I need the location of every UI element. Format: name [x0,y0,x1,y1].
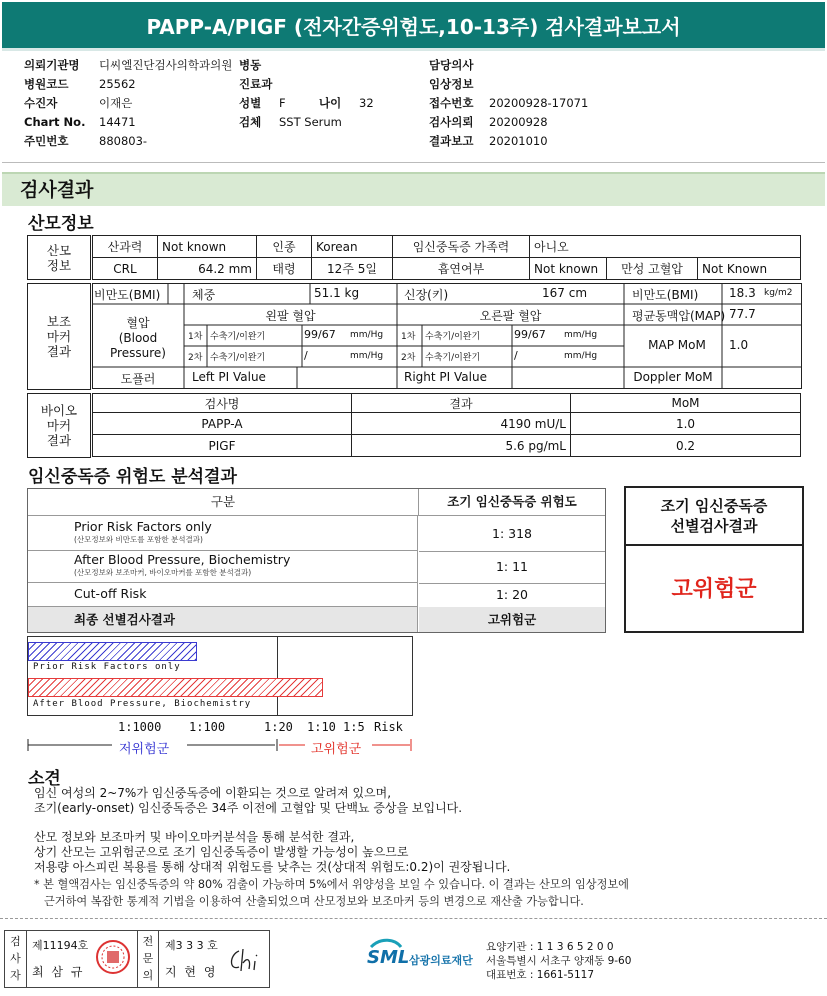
left-unit-1: mm/Hg [350,330,384,340]
maternal-side-label: 산모 정보 [27,235,91,280]
label-requester: 의뢰기관명 [24,57,80,72]
value-requester: 디씨엘진단검사의학과의원 [99,57,233,72]
low-risk-label: 저위험군 [119,742,170,757]
value-hospital-code: 25562 [99,76,136,91]
doctor-license: 제3 3 3 호 [165,939,218,952]
value-receipt-no: 20200928-17071 [489,95,589,110]
left-bp-2: / [304,349,308,362]
bmi-unit: kg/m2 [764,288,793,298]
bmi-label: 비만도(BMI) [94,288,161,302]
risk-row-value: 1: 20 [419,583,605,608]
right-unit-1: mm/Hg [564,330,598,340]
left-round-2: 2차 [188,353,203,363]
risk-row-note: (산모정보와 보조마커, 바이오마커를 포함한 분석결과) [74,568,252,577]
bio-header-result: 결과 [352,394,571,413]
cell: Not Known [698,258,801,280]
screening-box-title: 조기 임신중독증 선별검사결과 [626,488,802,546]
value-resident-no: 880803- [99,133,148,148]
opinion-line: 산모 정보와 보조마커 및 바이오마커분석을 통해 분석한 결과, [34,830,355,844]
label-specimen: 검체 [239,114,262,129]
final-result-value: 고위험군 [419,607,605,632]
label-ward: 병동 [239,57,262,72]
footnote-line-1: * 본 혈액검사는 임신중독증의 약 80% 검출이 가능하며 5%에서 위양성을 보일 수 있습니다. 이 결과는 산모의 임상정보에 [34,878,629,891]
aux-side-label: 보조 마커 결과 [27,283,91,390]
bio-header-name: 검사명 [93,394,352,413]
label-resident-no: 주민번호 [24,133,69,148]
left-round-1: 1차 [188,332,203,342]
high-risk-label: 고위험군 [311,742,362,757]
risk-row [28,516,418,551]
bio-row-result: 4190 mU/L [352,413,571,435]
maternal-table [92,235,801,280]
cell: Not known [158,236,257,258]
prior-risk-bar-label: Prior Risk Factors only [33,662,181,672]
label-request-date: 검사의뢰 [429,114,474,129]
label-patient: 수진자 [24,95,58,110]
map-value: 77.7 [729,307,756,321]
cell: Not known [530,258,607,280]
bio-row-name: PAPP-A [93,413,352,435]
right-round-2: 2차 [401,353,416,363]
doctor-label: 전 문 의 [137,931,159,987]
risk-row-label: Cut-off Risk [28,583,418,607]
label-clinical-info: 임상정보 [429,76,474,91]
left-sys-label-2: 수축기/이완기 [210,353,266,363]
left-sys-label-1: 수축기/이완기 [210,332,266,342]
height-value: 167 cm [542,286,588,300]
risk-row-label: After Blood Pressure, Biochemistry [74,552,291,567]
cell: 12주 5일 [312,258,393,280]
doctor-name: 지 현 영 [165,965,218,979]
tester-name: 최 삼 규 [32,965,85,979]
value-report-date: 20201010 [489,133,548,148]
value-sex: F [279,95,286,110]
opinion-heading: 소견 [28,769,61,789]
map-label: 평균동맥압(MAP) [632,309,726,323]
value-patient: 이재은 [99,95,133,110]
left-arm-label: 왼팔 혈압 [265,309,316,323]
tick-label: 1:100 [189,720,226,734]
bio-header-mom: MoM [571,394,801,413]
cell: 태령 [257,258,312,280]
risk-row-label: Prior Risk Factors only [74,519,212,534]
risk-row-value: 1: 318 [419,516,605,552]
cell: 흡연여부 [393,258,530,280]
value-specimen: SST Serum [279,114,342,129]
tester-seal-icon [95,939,131,975]
risk-row-value: 1: 11 [419,551,605,584]
right-bp-2: / [514,349,518,362]
logo-text: SML [367,947,410,968]
bio-row-name: PIGF [93,435,352,457]
prior-risk-bar [28,642,197,661]
label-age: 나이 [319,95,342,110]
left-pi-label: Left PI Value [192,370,266,384]
screening-box-value: 고위험군 [671,577,757,602]
value-age: 32 [359,95,374,110]
risk-chart [27,636,413,716]
cell: CRL [93,258,158,280]
label-doctor: 담당의사 [429,57,474,72]
phone: 대표번호 : 1661-5117 [486,969,595,981]
cell: 아니오 [530,236,801,258]
cell: 64.2 mm [158,258,257,280]
risk-table [27,488,606,633]
right-pi-label: Right PI Value [404,370,487,384]
tick-label: Risk [374,720,403,734]
opinion-line: 조기(early-onset) 임신중독증은 34주 이전에 고혈압 및 단백뇨 증상을 보입니다. [34,801,463,815]
risk-row [28,551,418,583]
bio-side-label: 바이오 마커 결과 [27,393,91,458]
map-mom-value: 1.0 [729,338,749,352]
value-clinical-info [489,74,814,93]
map-mom-label: MAP MoM [648,338,706,352]
right-sys-label-1: 수축기/이완기 [425,332,481,342]
opinion-line: 저용량 아스피린 복용를 통해 상대적 위험도를 낮추는 것(상대적 위험도:0.2)이 권장됩니다. [34,860,511,874]
cell: 임신중독증 가족력 [393,236,530,258]
weight-label: 체중 [192,288,216,302]
risk-row-note: (산모정보와 비만도를 포함한 분석결과) [74,535,203,544]
after-risk-bar-label: After Blood Pressure, Biochemistry [33,699,252,709]
doctor-signature-icon [227,945,265,975]
bio-row-mom: 0.2 [571,435,801,457]
right-bp-1: 99/67 [514,328,546,341]
tick-label: 1:10 [307,720,336,734]
bio-row-result: 5.6 pg/mL [352,435,571,457]
tick-label: 1:5 [343,720,365,734]
doppler-label: 도플러 [120,372,156,386]
tick-label: 1:1000 [118,720,162,734]
cell: 인종 [257,236,312,258]
screening-result-box [624,486,804,633]
opinion-line: 상기 산모는 고위험군으로 조기 임신중독증이 발생할 가능성이 높으므로 [34,845,409,859]
label-dept: 진료과 [239,76,273,91]
bmi-label-2: 비만도(BMI) [632,288,699,302]
doppler-mom-label: Doppler MoM [633,370,713,384]
label-report-date: 결과보고 [429,133,474,148]
cell: 만성 고혈압 [607,258,698,280]
cutoff-line [277,637,278,715]
final-result-label: 최종 선별검사결과 [28,607,418,632]
right-unit-2: mm/Hg [564,351,598,361]
report-title: PAPP-A/PIGF (전자간증위험도,10-13주) 검사결과보고서 [2,2,825,51]
tick-label: 1:20 [264,720,293,734]
org-info [486,940,631,982]
bp-label: 혈압 (Blood Pressure) [110,316,166,360]
label-receipt-no: 접수번호 [429,95,474,110]
right-round-1: 1차 [401,332,416,342]
patient-header [24,55,814,150]
tester-label: 검 사 자 [5,931,27,987]
height-label: 신장(키) [404,288,449,302]
footnote-line-2: 근거하여 복잡한 통계적 기법을 이용하여 산출되었으며 산모정보와 보조마커 등의 변경으로 재산출 가능합니다. [44,895,584,908]
cell: Korean [312,236,393,258]
address: 서울특별시 서초구 양재동 9-60 [486,955,632,967]
label-sex: 성별 [239,95,262,110]
tester-license: 제11194호 [32,939,89,952]
org-name: 삼광의료재단 [409,954,473,967]
risk-header-value: 조기 임신중독증 위험도 [419,489,605,516]
agency-no: 요양기관 : 1 1 3 6 5 2 0 0 [486,941,614,953]
value-request-date: 20200928 [489,114,548,129]
risk-header-category: 구분 [28,489,419,516]
signature-box [4,930,270,988]
aux-markers-block [92,283,802,389]
opinion-text [34,786,510,875]
footnote [34,876,629,910]
right-arm-label: 오른팔 혈압 [479,309,542,323]
cell: 산과력 [93,236,158,258]
value-chart-no: 14471 [99,114,136,129]
bio-table [92,393,801,457]
bio-row-mom: 1.0 [571,413,801,435]
opinion-line: 임신 여성의 2~7%가 임신중독증에 이환되는 것으로 알려져 있으며, [34,786,392,800]
label-chart-no: Chart No. [24,114,86,129]
section-title: 검사결과 [2,172,825,206]
bmi-value: 18.3 [729,286,756,300]
after-risk-bar [28,678,323,697]
left-unit-2: mm/Hg [350,351,384,361]
label-hospital-code: 병원코드 [24,76,69,91]
value-doctor [489,55,814,74]
right-sys-label-2: 수축기/이완기 [425,353,481,363]
left-bp-1: 99/67 [304,328,336,341]
risk-heading: 임신중독증 위험도 분석결과 [28,467,237,487]
maternal-heading: 산모정보 [28,214,94,234]
weight-value: 51.1 kg [314,286,360,300]
